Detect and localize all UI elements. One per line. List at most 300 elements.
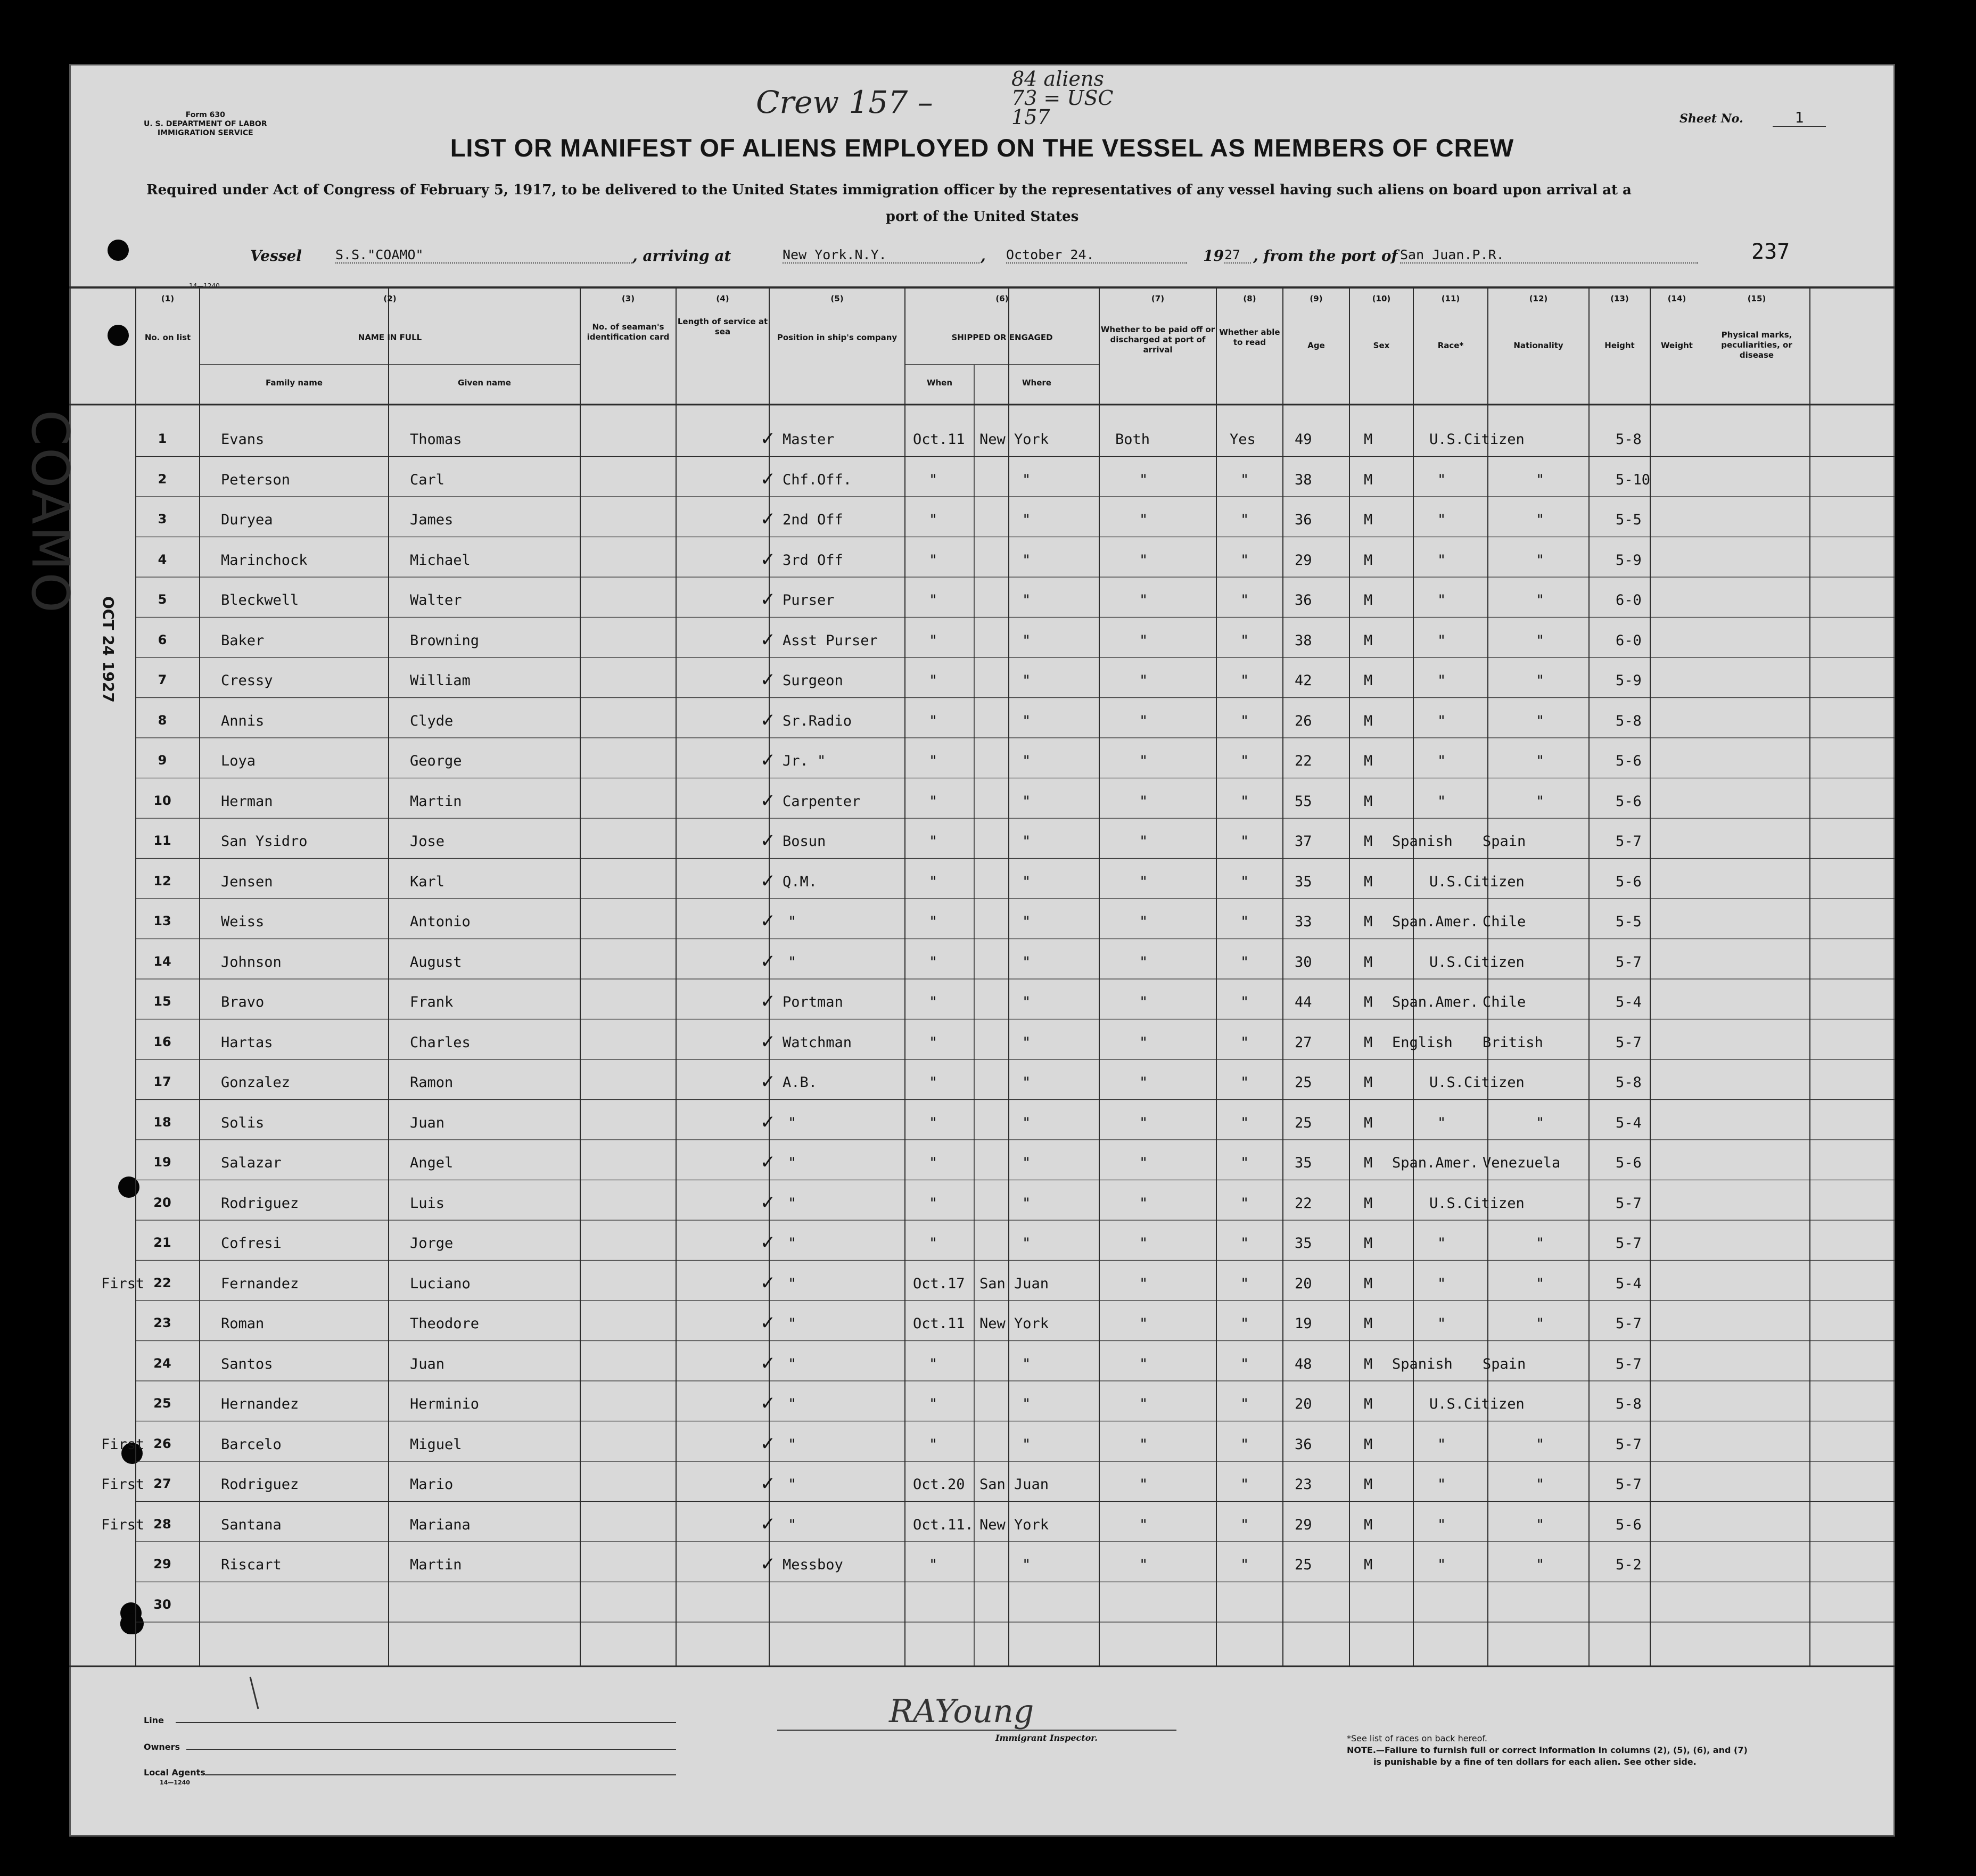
cell-read: ": [1240, 552, 1249, 569]
row-number: 26: [153, 1436, 171, 1451]
cell-height: 5-2: [1616, 1557, 1642, 1573]
check-icon: ✓: [761, 1109, 775, 1134]
cell-read: ": [1240, 793, 1249, 810]
cell-position: ": [788, 953, 797, 970]
cell-position: 3rd Off: [783, 552, 843, 569]
cell-sex: M: [1364, 793, 1373, 810]
cell-given: William: [410, 672, 471, 689]
cell-race: ": [1437, 592, 1446, 608]
cell-paid: ": [1139, 1315, 1148, 1332]
cell-height: 5-4: [1616, 1114, 1642, 1131]
cell-given: Miguel: [410, 1436, 462, 1453]
col-sex-header: Sex: [1373, 341, 1390, 350]
cell-where: New York: [979, 431, 1049, 448]
cell-where: ": [1022, 1436, 1031, 1453]
cell-family: Herman: [221, 793, 273, 810]
cell-when: ": [929, 552, 938, 569]
penalty-note: NOTE.—Failure to furnish full or correct information in columns (2), (5), (6), and (7): [1347, 1745, 1748, 1755]
cell-race: ": [1437, 471, 1446, 488]
cell-height: 5-8: [1616, 431, 1642, 448]
cell-family: Hartas: [221, 1034, 273, 1051]
check-icon: ✓: [761, 948, 775, 973]
cell-given: Mariana: [410, 1516, 471, 1533]
cell-height: 5-7: [1616, 1476, 1642, 1493]
cell-paid: ": [1139, 552, 1148, 569]
cell-nat: ": [1536, 471, 1545, 488]
col-height-header: Height: [1604, 341, 1635, 350]
col-shipped-header: SHIPPED OR ENGAGED: [951, 333, 1053, 342]
cell-paid: ": [1139, 914, 1148, 930]
row-number: 5: [158, 592, 167, 607]
cell-when: ": [929, 1396, 938, 1412]
cell-race: U.S.Citizen: [1429, 431, 1525, 448]
cell-nat: ": [1536, 1114, 1545, 1131]
cell-read: ": [1240, 1315, 1249, 1332]
cell-height: 5-7: [1616, 1355, 1642, 1372]
cell-paid: Both: [1115, 431, 1150, 448]
cell-where: ": [1022, 1235, 1031, 1252]
cell-race: ": [1437, 1114, 1446, 1131]
cell-paid: ": [1139, 1074, 1148, 1091]
cell-position: ": [788, 1155, 797, 1171]
cell-when: ": [929, 953, 938, 970]
cell-nat: Chile: [1483, 994, 1526, 1010]
cell-age: 26: [1295, 712, 1312, 729]
form-number: Form 630: [185, 111, 225, 119]
cell-sex: M: [1364, 632, 1373, 649]
row-number: 3: [158, 512, 167, 526]
cell-given: Mario: [410, 1476, 454, 1493]
cell-position: ": [788, 1476, 797, 1493]
cell-family: Riscart: [221, 1557, 282, 1573]
cell-family: Barcelo: [221, 1436, 282, 1453]
cell-paid: ": [1139, 793, 1148, 810]
cell-when: ": [929, 833, 938, 850]
cell-given: Angel: [410, 1155, 454, 1171]
cell-race: ": [1437, 552, 1446, 569]
stamp-date: OCT 24 1927: [100, 596, 117, 703]
cell-when: ": [929, 1114, 938, 1131]
cell-paid: ": [1139, 1235, 1148, 1252]
row-number: 28: [153, 1516, 171, 1532]
cell-height: 5-10: [1616, 471, 1651, 488]
row-number: 18: [153, 1114, 171, 1130]
cell-when: ": [929, 632, 938, 649]
cell-read: ": [1240, 1355, 1249, 1372]
cell-given: Walter: [410, 592, 462, 608]
check-icon: ✓: [761, 466, 775, 491]
cell-where: ": [1022, 1396, 1031, 1412]
cell-height: 5-7: [1616, 1315, 1642, 1332]
cell-family: Weiss: [221, 914, 265, 930]
cell-height: 5-5: [1616, 512, 1642, 528]
local-agents-label: Local Agents: [144, 1767, 205, 1778]
cell-given: Clyde: [410, 712, 454, 729]
cell-age: 36: [1295, 512, 1312, 528]
cell-family: Annis: [221, 712, 265, 729]
cell-when: ": [929, 1074, 938, 1091]
cell-age: 27: [1295, 1034, 1312, 1051]
cell-height: 5-6: [1616, 753, 1642, 769]
usc-count: 73 = USC: [1011, 86, 1114, 110]
col-race-header: Race*: [1437, 341, 1464, 350]
cell-height: 5-7: [1616, 1034, 1642, 1051]
cell-sex: M: [1364, 1355, 1373, 1372]
cell-when: ": [929, 1355, 938, 1372]
cell-nat: ": [1536, 672, 1545, 689]
cell-where: ": [1022, 994, 1031, 1010]
cell-nat: Venezuela: [1483, 1155, 1561, 1171]
row-number: 15: [153, 994, 171, 1009]
first-annotation: First: [101, 1476, 145, 1493]
cell-height: 5-6: [1616, 1155, 1642, 1171]
cell-where: ": [1022, 552, 1031, 569]
cell-nat: ": [1536, 1476, 1545, 1493]
cell-age: 29: [1295, 552, 1312, 569]
check-icon: ✓: [761, 587, 775, 611]
cell-family: Marinchock: [221, 552, 308, 569]
cell-family: Santana: [221, 1516, 282, 1533]
cell-height: 5-7: [1616, 1195, 1642, 1212]
cell-read: ": [1240, 1436, 1249, 1453]
cell-sex: M: [1364, 1275, 1373, 1292]
inspector-label: Immigrant Inspector.: [995, 1733, 1098, 1743]
cell-position: Sr.Radio: [783, 712, 852, 729]
cell-position: Asst Purser: [783, 632, 878, 649]
col-physical-marks-header: Physical marks, peculiarities, or disease: [1721, 330, 1792, 360]
cell-where: ": [1022, 914, 1031, 930]
cell-nat: ": [1536, 1315, 1545, 1332]
cell-race: ": [1437, 1275, 1446, 1292]
col-id-card-number: (3): [621, 294, 635, 303]
cell-race: ": [1437, 672, 1446, 689]
cell-family: Hernandez: [221, 1396, 299, 1412]
cell-age: 35: [1295, 873, 1312, 890]
arrival-year: 27: [1224, 247, 1251, 264]
cell-family: Evans: [221, 431, 265, 448]
cell-age: 36: [1295, 1436, 1312, 1453]
cell-race: U.S.Citizen: [1429, 873, 1525, 890]
cell-given: Browning: [410, 632, 480, 649]
cell-when: ": [929, 672, 938, 689]
cell-given: Frank: [410, 994, 454, 1010]
cell-given: Antonio: [410, 914, 471, 930]
cell-where: ": [1022, 1155, 1031, 1171]
cell-family: Johnson: [221, 953, 282, 970]
check-icon: ✓: [761, 747, 775, 772]
cell-where: ": [1022, 672, 1031, 689]
cell-family: Baker: [221, 632, 265, 649]
cell-age: 33: [1295, 914, 1312, 930]
cell-when: ": [929, 1235, 938, 1252]
cell-sex: M: [1364, 1235, 1373, 1252]
cell-read: ": [1240, 1557, 1249, 1573]
cell-sex: M: [1364, 753, 1373, 769]
first-annotation: First: [101, 1436, 145, 1453]
cell-sex: M: [1364, 1315, 1373, 1332]
cell-family: Peterson: [221, 471, 291, 488]
check-icon: ✓: [761, 868, 775, 893]
cell-race: ": [1437, 512, 1446, 528]
cell-position: ": [788, 1355, 797, 1372]
cell-height: 5-7: [1616, 1436, 1642, 1453]
cell-sex: M: [1364, 1114, 1373, 1131]
check-icon: ✓: [761, 1069, 775, 1093]
cell-race: ": [1437, 1436, 1446, 1453]
cell-paid: ": [1139, 1557, 1148, 1573]
cell-where: ": [1022, 712, 1031, 729]
cell-race: Span.Amer.: [1392, 994, 1479, 1010]
page-title: LIST OR MANIFEST OF ALIENS EMPLOYED ON THE VESSEL AS MEMBERS OF CREW: [450, 134, 1514, 162]
cell-when: Oct.11: [913, 1315, 965, 1332]
form-code: 14—1240: [189, 282, 220, 290]
subtitle-line-1: Required under Act of Congress of February 5, 1917, to be delivered to the United States immigration officer by the representatives of any vessel having such aliens on board upon arrival at a: [146, 182, 1632, 198]
cell-family: Gonzalez: [221, 1074, 291, 1091]
cell-read: Yes: [1230, 431, 1256, 448]
cell-when: ": [929, 592, 938, 608]
cell-age: 20: [1295, 1275, 1312, 1292]
cell-nat: ": [1536, 512, 1545, 528]
cell-family: Loya: [221, 753, 256, 769]
footer-note: [1347, 1733, 1748, 1768]
row-number: 9: [158, 753, 167, 768]
check-icon: ✓: [761, 828, 775, 852]
col-weight-number: (14): [1667, 294, 1686, 303]
cell-height: 5-6: [1616, 873, 1642, 890]
line-label: Line: [144, 1715, 164, 1725]
cell-nat: British: [1483, 1034, 1543, 1051]
cell-read: ": [1240, 712, 1249, 729]
cell-nat: ": [1536, 712, 1545, 729]
cell-age: 22: [1295, 1195, 1312, 1212]
cell-when: ": [929, 1436, 938, 1453]
cell-paid: ": [1139, 953, 1148, 970]
cell-family: Santos: [221, 1355, 273, 1372]
cell-given: Karl: [410, 873, 445, 890]
vessel-label-text: Vessel: [250, 247, 302, 265]
manifest-sheet: [20, 64, 1895, 1837]
cell-given: Thomas: [410, 431, 462, 448]
cell-age: 23: [1295, 1476, 1312, 1493]
cell-where: ": [1022, 592, 1031, 608]
cell-nat: ": [1536, 592, 1545, 608]
row-number: 23: [153, 1315, 171, 1330]
first-annotation: First: [101, 1275, 145, 1292]
check-icon: ✓: [761, 1189, 775, 1214]
col-shipped-number: (6): [995, 294, 1009, 303]
cell-read: ": [1240, 1235, 1249, 1252]
col-weight-header: Weight: [1661, 341, 1693, 350]
cell-race: U.S.Citizen: [1429, 1396, 1525, 1412]
cell-family: Cressy: [221, 672, 273, 689]
cell-race: ": [1437, 1516, 1446, 1533]
row-number: 11: [153, 833, 171, 848]
cell-sex: M: [1364, 994, 1373, 1010]
col-age-number: (9): [1310, 294, 1323, 303]
cell-position: Chf.Off.: [783, 471, 852, 488]
cell-height: 6-0: [1616, 592, 1642, 608]
where-header: Where: [1022, 378, 1051, 388]
cell-sex: M: [1364, 1195, 1373, 1212]
cell-nat: ": [1536, 753, 1545, 769]
cell-nat: ": [1536, 1516, 1545, 1533]
cell-given: James: [410, 512, 454, 528]
check-icon: ✓: [761, 426, 775, 450]
cell-age: 35: [1295, 1155, 1312, 1171]
year-prefix-text: 19: [1203, 247, 1224, 265]
col-id-card-header: No. of seaman's identification card: [587, 322, 670, 342]
row-number: 22: [153, 1275, 171, 1290]
cell-height: 5-8: [1616, 1396, 1642, 1412]
cell-age: 48: [1295, 1355, 1312, 1372]
agents-form-code: 14—1240: [160, 1779, 190, 1786]
cell-position: ": [788, 914, 797, 930]
cell-where: New York: [979, 1315, 1049, 1332]
cell-nat: ": [1536, 552, 1545, 569]
col-service-header: Length of service at sea: [677, 317, 768, 336]
col-read-header: Whether able to read: [1219, 327, 1280, 347]
sheet-number: 1: [1773, 109, 1826, 127]
cell-where: ": [1022, 1195, 1031, 1212]
cell-nat: ": [1536, 793, 1545, 810]
cell-read: ": [1240, 873, 1249, 890]
cell-race: ": [1437, 1315, 1446, 1332]
cell-sex: M: [1364, 1557, 1373, 1573]
cell-position: ": [788, 1235, 797, 1252]
cell-position: Purser: [783, 592, 835, 608]
cell-read: ": [1240, 1195, 1249, 1212]
cell-where: ": [1022, 1114, 1031, 1131]
cell-read: ": [1240, 833, 1249, 850]
check-icon: ✓: [761, 1551, 775, 1576]
row-number: 29: [153, 1557, 171, 1571]
cell-height: 5-9: [1616, 552, 1642, 569]
penalty-note-cont: is punishable by a fine of ten dollars for each alien. See other side.: [1373, 1757, 1697, 1767]
cell-read: ": [1240, 471, 1249, 488]
cell-race: English: [1392, 1034, 1453, 1051]
cell-sex: M: [1364, 873, 1373, 890]
cell-read: ": [1240, 1396, 1249, 1412]
cell-age: 22: [1295, 753, 1312, 769]
col-paid-off-header: Whether to be paid off or discharged at port of arrival: [1100, 325, 1215, 355]
cell-when: ": [929, 793, 938, 810]
cell-race: ": [1437, 793, 1446, 810]
inspector-signature: RAYoung: [889, 1693, 1034, 1730]
check-icon: ✓: [761, 667, 775, 692]
cell-age: 35: [1295, 1235, 1312, 1252]
cell-where: ": [1022, 632, 1031, 649]
when-header: When: [926, 378, 953, 388]
cell-when: ": [929, 512, 938, 528]
cell-family: Duryea: [221, 512, 273, 528]
cell-height: 5-4: [1616, 994, 1642, 1010]
col-nationality-number: (12): [1529, 294, 1548, 303]
cell-given: Theodore: [410, 1315, 480, 1332]
cell-family: Cofresi: [221, 1235, 282, 1252]
cell-height: 5-7: [1616, 1235, 1642, 1252]
col-read-number: (8): [1243, 294, 1256, 303]
row-number: 16: [153, 1034, 171, 1049]
cell-read: ": [1240, 1034, 1249, 1051]
cell-family: Salazar: [221, 1155, 282, 1171]
cell-when: Oct.17: [913, 1275, 965, 1292]
cell-age: 30: [1295, 953, 1312, 970]
cell-sex: M: [1364, 953, 1373, 970]
cell-when: Oct.11.: [913, 1516, 974, 1533]
cell-paid: ": [1139, 471, 1148, 488]
cell-given: Carl: [410, 471, 445, 488]
cell-age: 20: [1295, 1396, 1312, 1412]
row-number: 13: [153, 914, 171, 928]
sheet-number-label: Sheet No.: [1679, 112, 1743, 126]
check-icon: ✓: [761, 787, 775, 812]
col-name-header: NAME IN FULL: [358, 333, 422, 342]
row-number: 19: [153, 1155, 171, 1170]
cell-height: 5-4: [1616, 1275, 1642, 1292]
cell-paid: ": [1139, 1396, 1148, 1412]
cell-sex: M: [1364, 431, 1373, 448]
cell-given: August: [410, 953, 462, 970]
cell-height: 5-8: [1616, 712, 1642, 729]
cell-position: ": [788, 1275, 797, 1292]
cell-where: ": [1022, 873, 1031, 890]
cell-paid: ": [1139, 592, 1148, 608]
cell-paid: ": [1139, 512, 1148, 528]
row-number: 8: [158, 712, 167, 728]
cell-given: Charles: [410, 1034, 471, 1051]
cell-when: ": [929, 873, 938, 890]
row-number: 14: [153, 953, 171, 969]
cell-paid: ": [1139, 1275, 1148, 1292]
cell-read: ": [1240, 512, 1249, 528]
cell-given: Ramon: [410, 1074, 454, 1091]
cell-where: New York: [979, 1516, 1049, 1533]
check-icon: ✓: [761, 1511, 775, 1536]
cell-paid: ": [1139, 994, 1148, 1010]
cell-position: ": [788, 1315, 797, 1332]
row-number: 20: [153, 1195, 171, 1210]
cell-read: ": [1240, 1074, 1249, 1091]
cell-position: ": [788, 1396, 797, 1412]
cell-sex: M: [1364, 1074, 1373, 1091]
check-icon: ✓: [761, 506, 775, 531]
row-number: 25: [153, 1396, 171, 1411]
cell-position: Jr. ": [783, 753, 826, 769]
col-nationality-header: Nationality: [1513, 341, 1563, 350]
family-name-header: Family name: [265, 378, 323, 388]
cell-given: Jose: [410, 833, 445, 850]
row-number: 1: [158, 431, 167, 446]
col-no-header: No. on list: [144, 333, 191, 342]
cell-height: 5-7: [1616, 833, 1642, 850]
check-icon: ✓: [761, 1028, 775, 1054]
cell-where: San Juan: [979, 1476, 1049, 1493]
check-icon: ✓: [761, 707, 775, 732]
cell-paid: ": [1139, 833, 1148, 850]
check-icon: ✓: [761, 627, 775, 652]
row-number: 4: [158, 552, 167, 567]
cell-sex: M: [1364, 552, 1373, 569]
cell-age: 25: [1295, 1114, 1312, 1131]
crew-annotation: Crew 157 –: [756, 84, 933, 120]
cell-height: 5-6: [1616, 793, 1642, 810]
cell-sex: M: [1364, 1155, 1373, 1171]
cell-race: Span.Amer.: [1392, 1155, 1479, 1171]
cell-when: ": [929, 471, 938, 488]
cell-given: Juan: [410, 1355, 445, 1372]
cell-race: ": [1437, 753, 1446, 769]
cell-given: Luciano: [410, 1275, 471, 1292]
